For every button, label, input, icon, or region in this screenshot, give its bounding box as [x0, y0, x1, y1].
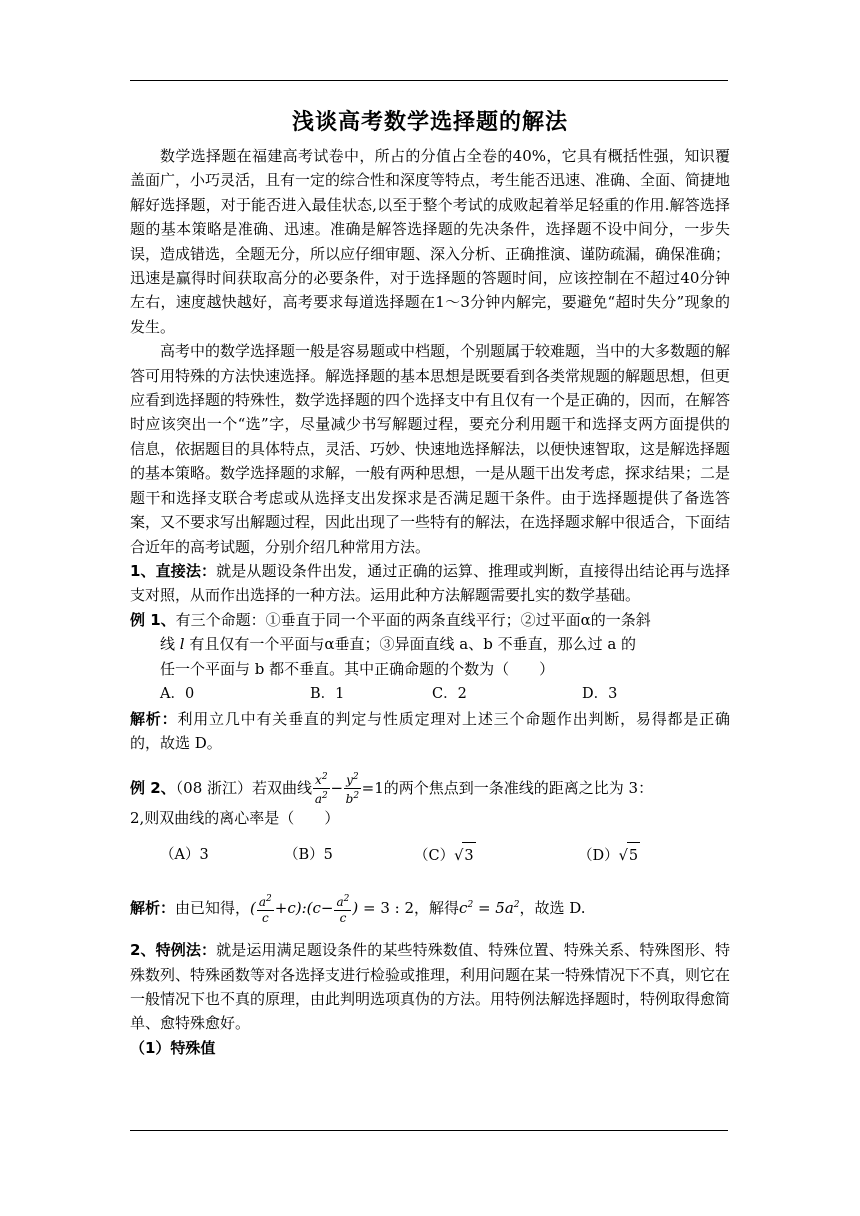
example-2: 例 2、（08 浙江）若双曲线 $\frac{x^2}{a^2}$ − $\frac{y^2}{b^2}$ =1的两个焦点到一条准线的距离之比为 3： — [130, 772, 654, 807]
subsection-heading: （1）特殊值 — [130, 1038, 216, 1057]
example-label: 例 1、 — [130, 610, 176, 629]
section-heading: 1、直接法： — [130, 561, 217, 580]
solution-text: 由已知得， — [175, 899, 251, 918]
example-2-line2: 2,则双曲线的离心率是（ ） — [130, 808, 340, 827]
example-text: 线 — [160, 635, 180, 654]
example-2-solution: 解析：由已知得，( $\frac{a^2}{c}$ +c):(c− $\frac{a^2}{c}$ ) = 3 : 2，解得$c^2 = 5a^2$，故选 D. — [130, 894, 586, 926]
fraction-x2-a2: $\frac{x^2}{a^2}$ — [314, 772, 328, 807]
example-text: 有三个命题：①垂直于同一个平面的两条直线平行；②过平面α的一条斜 — [175, 610, 651, 629]
example-text: 有且仅有一个平面与α垂直；③异面直线 a、b 不垂直，那么过 a 的 — [184, 635, 637, 654]
solution-label: 解析： — [130, 899, 176, 918]
example-1-options — [130, 681, 730, 707]
example-1 — [130, 608, 730, 632]
example-text: 的两个焦点到一条准线的距离之比为 3： — [383, 778, 654, 797]
example-1-line3: 任一个平面与 b 都不垂直。其中正确命题的个数为（ ） — [160, 659, 555, 678]
example-2-options — [130, 842, 730, 869]
page-title: 浅谈高考数学选择题的解法 — [291, 110, 568, 135]
section-direct-method — [130, 559, 730, 608]
fraction-y2-b2: $\frac{y^2}{b^2}$ — [345, 772, 360, 807]
section-special-case — [130, 938, 730, 1036]
solution-label: 解析： — [130, 709, 178, 728]
option-b: B．1 — [310, 685, 345, 702]
option-d: D．3 — [582, 685, 618, 702]
option-d: （D）√5 — [578, 842, 640, 869]
example-label: 例 2、 — [130, 778, 176, 797]
intro-paragraph: 数学选择题在福建高考试卷中，所占的分值占全卷的40%，它具有概括性强，知识覆盖面广，小巧灵活，且有一定的综合性和深度等特点，考生能否迅速、准确、全面、简捷地解好选择题，对于能否进入最佳状态,以至于整个考试的成败起着举足轻重的作用.解答选择题的基本策略是准确、迅速。准确是解答选择题的先决条件，选择题不设中间分，一步失误，造成错选，全题无分，所以应仔细审题、深入分析、正确推演、谨防疏漏，确保准确；迅速是赢得时间获取高分的必要条件，对于选择题的答题时间，应该控制在不超过40分钟左右，速度越快越好，高考要求每道选择题在1～3分钟内解完，要避免“超时失分”现象的发生。 — [130, 147, 731, 336]
footer-rule — [130, 1130, 728, 1131]
option-c: C．2 — [432, 685, 467, 702]
math-symbol: l — [179, 635, 185, 654]
strategy-paragraph: 高考中的数学选择题一般是容易题或中档题，个别题属于较难题，当中的大多数题的解答可用特殊的方法快速选择。解选择题的基本思想是既要看到各类常规题的解题思想，但更应看到选择题的特殊性，数学选择题的四个选择支中有且仅有一个是正确的，因而，在解答时应该突出一个“选”字，尽量减少书写解题过程，要充分利用题干和选择支两方面提供的信息，依据题目的具体特点，灵活、巧妙、快速地选择解法，以便快速智取，这是解选择题的基本策略。数学选择题的求解，一般有两种思想，一是从题干出发考虑，探求结果；二是题干和选择支联合考虑或从选择支出发探求是否满足题干条件。由于选择题提供了备选答案，又不要求写出解题过程，因此出现了一些特有的解法，在选择题求解中很适合，下面结合近年的高考试题，分别介绍几种常用方法。 — [130, 342, 731, 556]
solution-text: 利用立几中有关垂直的判定与性质定理对上述三个命题作出判断，易得都是正确的，故选 D。 — [130, 709, 730, 753]
section-heading: 2、特例法： — [130, 941, 217, 960]
solution-text: ，解得 — [414, 899, 460, 918]
document-body — [130, 106, 730, 1060]
section-text: 就是运用满足题设条件的某些特殊数值、特殊位置、特殊关系、特殊图形、特殊数列、特殊函数等对各选择支进行检验或推理，利用问题在某一特殊情况下不真，则它在一般情况下也不真的原理，由此判明选项真伪的方法。用特例法解选择题时，特例取得愈简单、愈特殊愈好。 — [130, 941, 731, 1033]
example-1-solution — [130, 707, 730, 756]
option-c: （C）√3 — [414, 842, 578, 869]
ratio-formula: ( $\frac{a^2}{c}$ +c):(c− $\frac{a^2}{c}$ ) — [250, 894, 359, 926]
example-text: （08 浙江）若双曲线 — [175, 778, 313, 797]
option-a: （A）3 — [160, 847, 209, 864]
header-rule — [130, 80, 728, 81]
option-b: （B）5 — [284, 847, 333, 864]
example-1-line2 — [130, 632, 730, 656]
section-text: 就是从题设条件出发，通过正确的运算、推理或判断，直接得出结论再与选择支对照，从而作出选择的一种方法。运用此种方法解题需要扎实的数学基础。 — [130, 561, 730, 605]
option-a: A．0 — [160, 685, 195, 702]
result-formula: $c^2 = 5a^2$ — [459, 899, 520, 918]
solution-text: ，故选 D. — [519, 899, 586, 918]
